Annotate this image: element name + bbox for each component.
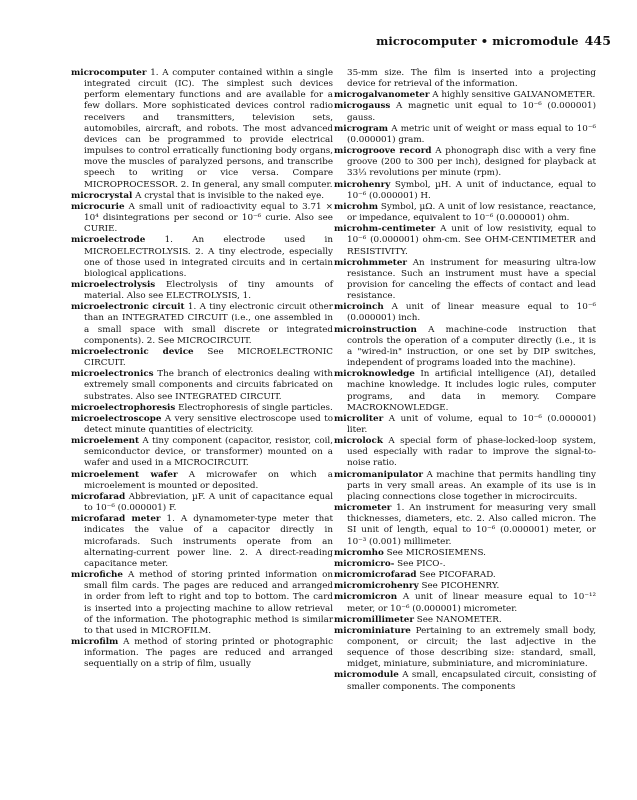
entry-headword: microelectrophoresis [71, 402, 176, 413]
left-column [71, 68, 333, 670]
dictionary-entry [71, 280, 333, 302]
entry-headword: microgroove record [334, 146, 432, 157]
running-title: microcomputer • micromodule [376, 34, 579, 48]
dictionary-entry [71, 403, 333, 414]
entry-headword: microlock [334, 436, 383, 447]
entry-headword: microknowledge [334, 369, 415, 380]
entry-headword: microelectronic circuit [71, 302, 185, 313]
entry-definition: A magnetic unit equal to 10⁻⁶ (0.000001) gauss. [347, 101, 596, 123]
entry-definition: A method of storing printed or photographic information. The pages are reduced and arranged sequentially on a strip of film, usually [84, 636, 333, 670]
entry-definition: See PICOFARAD. [416, 570, 496, 581]
entry-headword: microhenry [334, 179, 391, 190]
entry-headword: microelement [71, 436, 140, 447]
entry-definition: 1. A computer contained within a single integrated circuit (IC). The simplest such devices perform elementary functions and are available for a few dollars. More sophisticated devices control radio receivers and transmitters, television sets, automobiles, aircraft, and robots. The most advanced devices can be programmed to provide electrical impulses to control erratically functioning body organs, move the muscles of paralyzed persons, and transcribe speech to writing or vice versa. Compare MICROPROCESSOR. 2. In general, any small computer. [84, 68, 333, 190]
entry-headword: micromicrofarad [334, 570, 417, 581]
dictionary-entry [334, 325, 596, 370]
dictionary-entry [71, 235, 333, 280]
dictionary-entry [334, 581, 596, 592]
dictionary-entry [334, 258, 596, 303]
dictionary-entry [334, 548, 596, 559]
dictionary-entry [334, 503, 596, 548]
entry-definition: In artificial intelligence (AI), detailed machine knowledge. It includes logic rules, computer programs, and data in memory. Compare MACROKNOWLEDGE. [347, 369, 596, 413]
dictionary-entry [334, 436, 596, 469]
entry-headword: microhmmeter [334, 257, 408, 268]
continued-text: 35-mm size. The film is inserted into a projecting device for retrieval of the information. [347, 68, 596, 90]
entry-definition: See MICROELECTRONIC CIRCUIT. [84, 346, 333, 369]
entry-headword: microhm [334, 201, 378, 212]
entry-definition: A unit of low resistivity, equal to 10⁻⁶ (0.000001) ohm-cm. See OHM-CENTIMETER and RESISTIVITY. [347, 224, 596, 257]
entry-headword: microelectroscope [71, 413, 162, 424]
entry-headword: micromicro- [334, 558, 395, 569]
entry-headword: micromanipulator [334, 469, 423, 480]
entry-definition: A very sensitive electroscope used to detect minute quantities of electricity. [84, 413, 333, 435]
entry-definition: A machine that permits handling tiny parts in very small areas. An example of its use is in placing connections close together in microcircuits. [347, 469, 596, 502]
entry-definition: A machine-code instruction that controls the operation of a computer directly (i.e., it is a "wired-in" instruction, or one set by DIP switches, independent of programs loaded into the machine). [347, 324, 596, 369]
dictionary-entry [71, 470, 333, 492]
dictionary-entry [334, 180, 596, 202]
entry-definition: See PICO-. [394, 558, 446, 569]
dictionary-entry [334, 90, 596, 101]
dictionary-entry [334, 670, 596, 692]
entry-definition: A metric unit of weight or mass equal to 10⁻⁶ (0.000001) gram. [347, 123, 596, 145]
dictionary-entry [71, 202, 333, 235]
entry-headword: microgram [334, 123, 389, 134]
entry-headword: microelement wafer [71, 469, 178, 480]
dictionary-entry [71, 637, 333, 670]
entry-definition: 1. A tiny electronic circuit other than an INTEGRATED CIRCUIT (i.e., one assembled in a small space with small discrete or integrated components). 2. See MICROCIRCUIT. [84, 302, 333, 346]
dictionary-entry [71, 414, 333, 436]
entry-definition: Symbol, µΩ. A unit of low resistance, reactance, or impedance, equivalent to 10⁻⁶ (0.000001) ohm. [347, 201, 596, 224]
dictionary-entry [334, 302, 596, 324]
dictionary-entry [71, 302, 333, 347]
dictionary-entry [334, 146, 596, 179]
dictionary-entry [334, 101, 596, 123]
entry-headword: microfarad meter [71, 514, 161, 525]
entry-headword: microelectrolysis [71, 279, 156, 290]
entry-definition: A small unit of radioactivity equal to 3.71 × 10⁴ disintegrations per second or 10⁻⁶ curie. Also see CURIE. [84, 201, 333, 235]
entry-headword: microfarad [71, 491, 126, 502]
dictionary-entry [334, 626, 596, 671]
entry-headword: microgalvanometer [334, 90, 430, 101]
entry-headword: microminiature [334, 625, 411, 636]
dictionary-entry [334, 124, 596, 146]
dictionary-entry [71, 514, 333, 570]
entry-definition: A special form of phase-locked-loop system, used especially with radar to improve the signal-to-noise ratio. [347, 436, 596, 469]
entry-headword: microcomputer [71, 68, 147, 78]
entry-definition: Symbol, µH. A unit of inductance, equal to 10⁻⁶ (0.000001) H. [347, 179, 596, 201]
entry-headword: microinch [334, 302, 384, 313]
entry-definition: Electrolysis of tiny amounts of material. Also see ELECTROLYSIS, 1. [84, 279, 333, 302]
entry-definition: A small, encapsulated circuit, consisting of smaller components. The components [347, 670, 596, 692]
entry-definition: Electrophoresis of single particles. [175, 402, 333, 413]
entry-headword: microcurie [71, 201, 125, 212]
entry-headword: micromicrohenry [334, 581, 419, 592]
entry-definition: A microwafer on which a microelement is mounted or deposited. [84, 469, 334, 491]
dictionary-entry [334, 224, 596, 257]
entry-definition: The branch of electronics dealing with extremely small components and circuits fabricated on substrates. Also see INTEGRATED CIRCUIT. [84, 369, 333, 402]
dictionary-entry [71, 347, 333, 369]
entry-headword: microelectrode [71, 235, 146, 246]
entry-definition: A tiny component (capacitor, resistor, coil, semiconductor device, or transformer) mounted on a wafer and used in a MICROCIRCUIT. [84, 436, 333, 469]
right-column [334, 68, 596, 693]
entry-definition: 1. A dynamometer-type meter that indicates the value of a capacitor directly in microfarads. Such instruments operate from an alternating-current power line. 2. A direct-reading capacitance meter. [84, 514, 333, 569]
dictionary-entry [334, 470, 596, 503]
dictionary-entry [71, 492, 333, 514]
dictionary-entry [334, 414, 596, 436]
dictionary-entry [71, 369, 333, 402]
entry-definition: 1. An instrument for measuring very small thicknesses, diameters, etc. 2. Also called micron. The SI unit of length, equal to 10⁻⁶ (0.000001) meter, or 10⁻³ (0.001) millimeter. [347, 503, 596, 547]
entry-definition: See NANOMETER. [413, 614, 502, 625]
entry-definition: An instrument for measuring ultra-low resistance. Such an instrument must have a special provision for canceling the effects of contact and lead resistance. [347, 257, 596, 302]
entry-definition: A method of storing printed information on small film cards. The pages are reduced and arranged in order from left to right and top to bottom. The card is inserted into a projecting machine to allow retrieval of the information. The photographic method is similar to that used in MICROFILM. [84, 570, 333, 636]
entry-definition: A phonograph disc with a very fine groove (200 to 300 per inch), designed for playback at 33⅓ revolutions per minute (rpm). [347, 146, 596, 179]
dictionary-entry [71, 191, 333, 202]
entry-definition: A unit of linear measure equal to 10⁻⁶ (0.000001) inch. [347, 302, 596, 324]
entry-headword: micromodule [334, 670, 399, 681]
entry-headword: microfiche [71, 570, 123, 581]
page-number: 445 [584, 33, 611, 48]
entry-headword: micromillimeter [334, 614, 414, 625]
dictionary-entry [334, 615, 596, 626]
entry-headword: micromho [334, 547, 384, 558]
entry-definition: A unit of volume, equal to 10⁻⁶ (0.000001) liter. [347, 413, 596, 435]
entry-definition: 1. An electrode used in MICROELECTROLYSIS. 2. A tiny electrode, especially one of those used in integrated circuits and in certain biological applications. [84, 235, 333, 279]
entry-definition: A unit of linear measure equal to 10⁻¹² meter, or 10⁻⁶ (0.000001) micrometer. [347, 592, 596, 614]
entry-headword: microelectronics [71, 369, 154, 380]
dictionary-entry [71, 68, 333, 191]
dictionary-entry [334, 202, 596, 224]
dictionary-entry [334, 559, 596, 570]
dictionary-entry [71, 570, 333, 637]
dictionary-entry [71, 436, 333, 469]
entry-headword: micrometer [334, 503, 392, 514]
dictionary-entry [334, 570, 596, 581]
entry-headword: microfilm [71, 636, 119, 647]
entry-definition: Abbreviation, µF. A unit of capacitance equal to 10⁻⁶ (0.000001) F. [84, 491, 333, 514]
dictionary-entry [334, 369, 596, 414]
entry-headword: microinstruction [334, 324, 417, 335]
entry-headword: microgauss [334, 101, 391, 112]
running-header [376, 33, 611, 48]
entry-headword: microliter [334, 413, 384, 424]
entry-definition: A crystal that is invisible to the naked eye. [132, 190, 325, 201]
dictionary-entry [334, 592, 596, 614]
entry-headword: microhm-centimeter [334, 224, 436, 235]
entry-headword: micromicron [334, 592, 398, 603]
entry-headword: microelectronic device [71, 346, 194, 357]
entry-definition: A highly sensitive GALVANOMETER. [429, 90, 596, 101]
entry-definition: See PICOHENRY. [418, 581, 500, 592]
entry-definition: See MICROSIEMENS. [383, 547, 486, 558]
entry-headword: microcrystal [71, 190, 133, 201]
entry-definition: Pertaining to an extremely small body, component, or circuit; the last adjective in the sequence of those describing size: standard, small, midget, miniature, subminiature, and microminiature. [347, 625, 596, 670]
